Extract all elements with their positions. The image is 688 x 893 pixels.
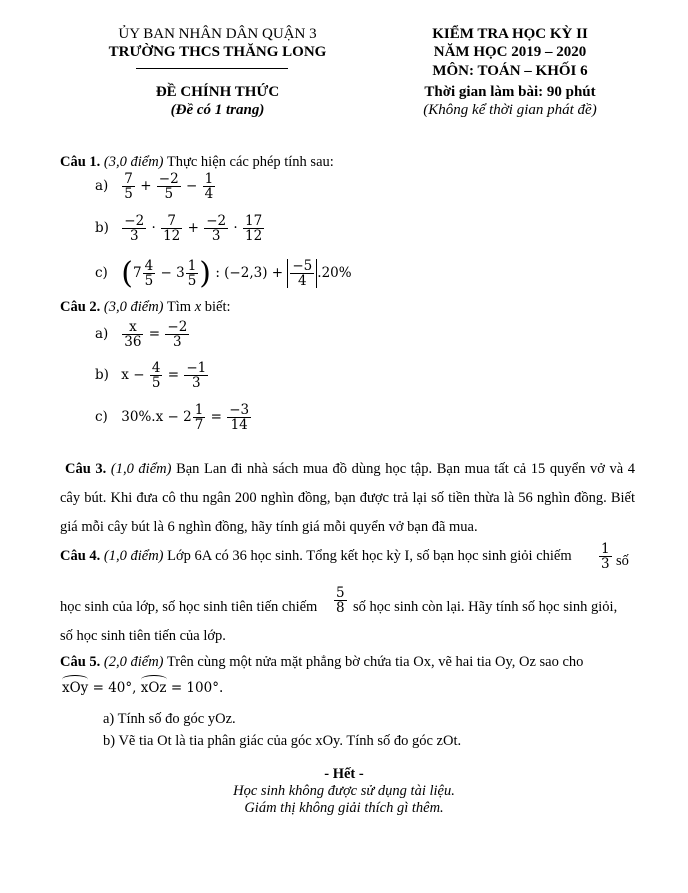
numerator: −3	[229, 402, 250, 418]
numerator: 17	[244, 213, 263, 229]
operator: =	[148, 326, 161, 343]
q2-title: Câu 2.	[60, 299, 101, 315]
fraction	[165, 320, 189, 349]
q2a-label: a)	[95, 326, 109, 343]
operator: −	[186, 178, 198, 195]
fraction	[122, 172, 135, 201]
q2a-expression	[95, 320, 190, 349]
angle-xoz-value: = 100°.	[170, 680, 224, 696]
q3-points: (1,0 điểm)	[110, 461, 172, 477]
q2c-label: c)	[95, 409, 108, 426]
q5-angles	[62, 680, 223, 696]
fraction	[161, 214, 182, 243]
header-right-line4: Thời gian làm bài: 90 phút	[424, 84, 596, 100]
header-divider	[136, 68, 288, 69]
numerator: x	[122, 320, 143, 335]
q1a-expression	[95, 172, 216, 201]
fraction	[334, 586, 347, 615]
operator: +	[140, 178, 152, 195]
prefix-text: x −	[121, 367, 145, 384]
denominator: 3	[191, 375, 201, 392]
fraction	[122, 320, 143, 349]
numerator: 1	[204, 171, 214, 187]
denominator: 12	[244, 228, 263, 245]
denominator: 3	[129, 228, 139, 245]
q1-heading	[60, 154, 334, 171]
operator: ·	[151, 220, 156, 237]
fraction	[157, 172, 181, 201]
denominator: 3	[211, 228, 221, 245]
q1c-label: c)	[95, 265, 108, 281]
numerator: −2	[206, 213, 227, 229]
q2b-label: b)	[95, 367, 109, 384]
q5-text: Trên cùng một nửa mặt phẳng bờ chứa tia Ox, vẽ hai tia Oy, Oz sao cho	[166, 654, 584, 670]
numerator: −5	[292, 257, 313, 274]
numerator: 1	[194, 402, 204, 418]
denominator: 5	[124, 186, 133, 203]
q1-text: Thực hiện các phép tính sau:	[166, 154, 334, 170]
fraction	[143, 259, 156, 288]
q4-text3: học sinh của lớp, số học sinh tiên tiến chiếm	[60, 599, 318, 615]
q3-title: Câu 3.	[65, 461, 107, 477]
denominator: 8	[336, 600, 345, 617]
fraction	[599, 542, 612, 571]
numerator: −2	[124, 213, 145, 229]
fraction	[184, 361, 208, 390]
left-paren: (	[121, 256, 134, 291]
denominator: 5	[144, 273, 154, 289]
denominator: 5	[151, 375, 161, 392]
denominator: 4	[298, 273, 307, 289]
q4-points: (1,0 điểm)	[103, 548, 164, 564]
q2-var: x	[194, 299, 202, 315]
q2-heading	[60, 299, 231, 316]
numerator: 4	[144, 257, 154, 274]
q4-text2: số	[616, 553, 629, 569]
fraction	[150, 361, 163, 390]
q2c-expression	[95, 403, 252, 432]
q2-text-post: biết:	[204, 299, 231, 315]
q4-fraction1	[598, 542, 613, 571]
header-right-line3: MÔN: TOÁN – KHỐI 6	[432, 63, 588, 79]
denominator: 3	[601, 556, 610, 573]
denominator: 14	[230, 417, 248, 434]
fraction	[193, 403, 206, 432]
numerator: 1	[187, 257, 197, 274]
operator: =	[210, 409, 222, 426]
q2-points: (3,0 điểm)	[103, 299, 164, 315]
q4-text5: số học sinh tiên tiến của lớp.	[60, 628, 226, 644]
angle-xoy-value: = 40°,	[92, 680, 137, 696]
header-left-line1: ỦY BAN NHÂN DÂN QUẬN 3	[118, 26, 317, 42]
numerator: −2	[167, 319, 188, 335]
q5-line1	[60, 654, 583, 671]
q5-part-a: a) Tính số đo góc yOz.	[103, 711, 236, 727]
denominator: 5	[164, 186, 174, 203]
q1b-expression	[95, 214, 265, 243]
fraction	[186, 259, 199, 288]
q1-title: Câu 1.	[60, 154, 101, 170]
fraction	[227, 403, 251, 432]
tail-text: .20%	[317, 265, 352, 281]
q3-text: Bạn Lan đi nhà sách mua đồ dùng học tập. Bạn mua tất cả 15 quyển vở và 4 cây bút. Khi đưa cô thu ngân 200 nghìn đồng, bạn được trả lại số tiền thừa là 56 nghìn đồng. Biết giá mỗi cây bút là 6 nghìn đồng, hãy tính giá mỗi quyển vở bạn đã mua.	[60, 461, 636, 535]
q1a-label: a)	[95, 178, 109, 195]
angle-xoz: xOz	[140, 680, 167, 696]
prefix-text: 30%.x − 2	[121, 409, 192, 426]
q1c-expression	[95, 256, 352, 291]
middle-text: : (−2,3) +	[215, 265, 284, 281]
q4-text1: Lớp 6A có 36 học sinh. Tổng kết học kỳ I, số bạn học sinh giỏi chiếm	[167, 548, 572, 564]
q4-fraction2	[333, 586, 348, 615]
header-left-line3: ĐỀ CHÍNH THỨC	[155, 84, 280, 100]
end-marker: - Hết -	[324, 766, 364, 782]
q5-part-b: b) Vẽ tia Ot là tia phân giác của góc xOy. Tính số đo góc zOt.	[103, 733, 462, 749]
q5-title: Câu 5.	[60, 654, 101, 670]
denominator: 7	[194, 417, 204, 434]
denominator: 5	[187, 273, 197, 289]
q1-points: (3,0 điểm)	[103, 154, 164, 170]
q3-paragraph	[60, 455, 635, 542]
operator: ·	[233, 220, 238, 237]
header-right-line1: KIỂM TRA HỌC KỲ II	[432, 26, 588, 42]
right-paren: )	[199, 256, 212, 291]
q4-text4: số học sinh còn lại. Hãy tính số học sinh giỏi,	[353, 599, 618, 615]
numerator: 5	[336, 585, 345, 601]
angle-xoy: xOy	[62, 680, 89, 696]
operator: +	[187, 220, 199, 237]
operator: =	[167, 367, 180, 384]
footer-note1: Học sinh không được sử dụng tài liệu.	[233, 783, 455, 799]
denominator: 12	[163, 228, 181, 245]
fraction	[290, 259, 314, 288]
fraction	[203, 172, 216, 201]
q5-points: (2,0 điểm)	[103, 654, 164, 670]
operator: − 3	[160, 265, 185, 281]
absolute-value	[287, 259, 317, 288]
fraction	[204, 214, 228, 243]
numerator: 1	[601, 541, 610, 557]
q1b-label: b)	[95, 220, 109, 237]
q4-title: Câu 4.	[60, 548, 101, 564]
header-left-line4: (Đề có 1 trang)	[170, 102, 265, 118]
header-left-line2: TRƯỜNG THCS THĂNG LONG	[108, 44, 327, 60]
fraction	[243, 214, 264, 243]
q4-line1	[60, 548, 572, 565]
denominator: 4	[204, 186, 214, 203]
q2b-expression	[95, 361, 209, 390]
header-right-line5: (Không kể thời gian phát đề)	[423, 102, 597, 118]
denominator: 36	[124, 334, 142, 351]
numerator: 7	[124, 171, 133, 187]
header-right-line2: NĂM HỌC 2019 – 2020	[433, 44, 587, 60]
numerator: 4	[151, 360, 161, 376]
numerator: 7	[161, 214, 182, 229]
numerator: −2	[158, 171, 179, 187]
q2-text-pre: Tìm	[166, 299, 192, 315]
footer-note2: Giám thị không giải thích gì thêm.	[244, 800, 444, 816]
numerator: −1	[186, 360, 207, 376]
denominator: 3	[173, 334, 182, 351]
fraction	[122, 214, 146, 243]
whole-number: 7	[133, 265, 142, 281]
